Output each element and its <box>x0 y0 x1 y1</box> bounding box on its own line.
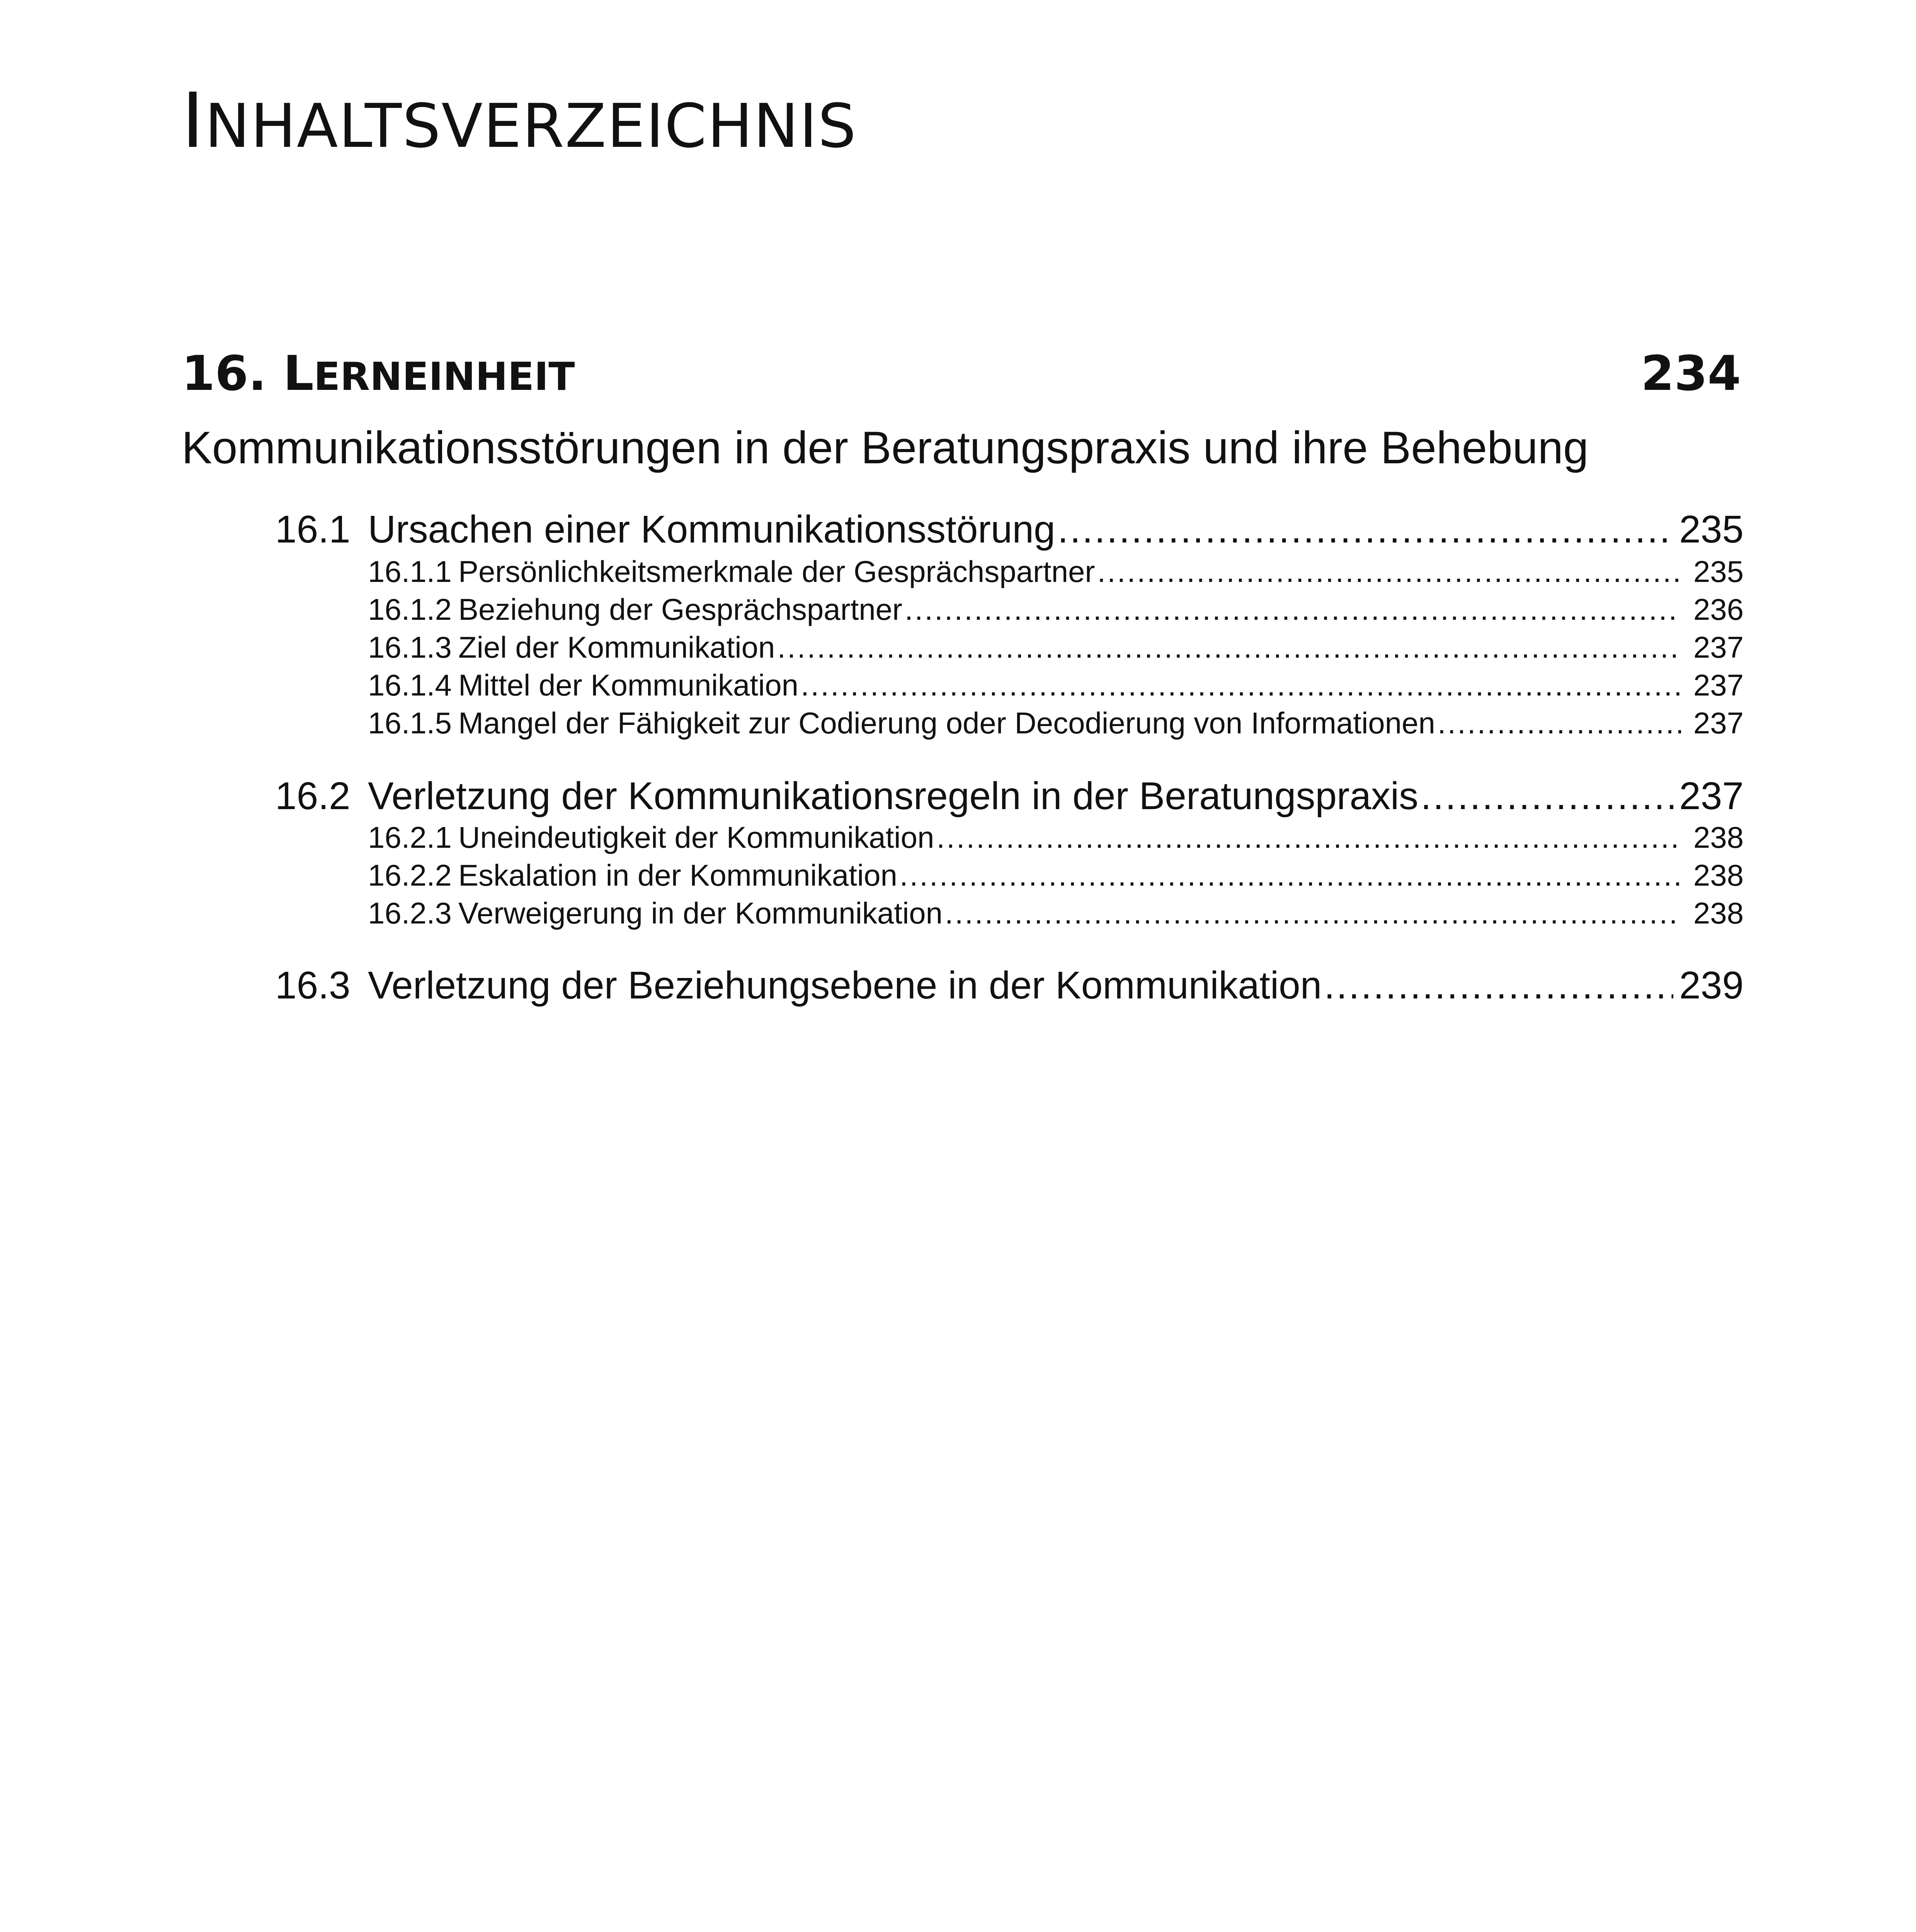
toc-label: Mangel der Fähigkeit zur Codierung oder Decodierung von Informationen <box>458 706 1435 740</box>
toc-entry-16-3[interactable] <box>275 966 1744 1005</box>
toc-entry-16-1-3[interactable] <box>368 632 1744 662</box>
toc-label: Ziel der Kommunikation <box>458 630 775 664</box>
toc-number: 16.2.1 <box>368 820 452 854</box>
toc-label: Verletzung der Beziehungsebene in der Kommunikation <box>368 964 1322 1007</box>
toc-page: 238 <box>1693 820 1744 854</box>
toc-label: Beziehung der Gesprächspartner <box>458 592 903 626</box>
toc-label: Mittel der Kommunikation <box>458 668 799 702</box>
toc-entry-16-1-4[interactable] <box>368 670 1744 700</box>
toc-number: 16.2 <box>275 774 351 818</box>
dot-leader <box>801 670 1681 700</box>
toc-page: 236 <box>1693 592 1744 626</box>
toc-entry-16-1-5[interactable] <box>368 708 1744 738</box>
dot-leader <box>1058 510 1673 549</box>
page-title <box>182 77 857 165</box>
toc-number: 16.1 <box>275 508 351 551</box>
toc-number: 16.1.4 <box>368 668 452 702</box>
chapter-heading[interactable] <box>182 346 1741 401</box>
toc-entry-16-1[interactable] <box>275 510 1744 549</box>
toc-number: 16.1.3 <box>368 630 452 664</box>
page-title-rest: NHALTSVERZEICHNIS <box>204 91 857 161</box>
chapter-page: 234 <box>1641 346 1741 401</box>
toc-page: 238 <box>1693 896 1744 930</box>
toc-number: 16.2.3 <box>368 896 452 930</box>
dot-leader <box>936 822 1681 852</box>
dot-leader <box>1097 556 1681 587</box>
chapter-title <box>182 346 575 401</box>
toc-page: 237 <box>1693 630 1744 664</box>
toc-number: 16.1.1 <box>368 554 452 588</box>
toc-page: 239 <box>1679 964 1744 1007</box>
dot-leader <box>1438 708 1681 738</box>
chapter-subtitle: Kommunikationsstörungen in der Beratungspraxis und ihre Behebung <box>182 422 1589 473</box>
toc-entry-16-2[interactable] <box>275 774 1744 818</box>
toc-number: 16.2.2 <box>368 858 452 892</box>
chapter-title-initial: L <box>283 346 314 401</box>
chapter-number: 16. <box>182 346 283 401</box>
toc-number: 16.1.2 <box>368 592 452 626</box>
toc-label: Verweigerung in der Kommunikation <box>458 896 943 930</box>
toc-label: Ursachen einer Kommunikationsstörung <box>368 508 1055 551</box>
toc-page: 237 <box>1679 774 1744 818</box>
toc-label: Verletzung der Kommunikationsregeln in der Beratungspraxis <box>368 774 1419 818</box>
dot-leader <box>905 594 1681 624</box>
toc-page: 238 <box>1693 858 1744 892</box>
toc-number: 16.1.5 <box>368 706 452 740</box>
dot-leader <box>945 898 1681 928</box>
toc-page: 235 <box>1693 554 1744 588</box>
toc-page: 237 <box>1693 706 1744 740</box>
toc-label: Uneindeutigkeit der Kommunikation <box>458 820 934 854</box>
chapter-title-rest: ERNEINHEIT <box>313 354 575 399</box>
toc-number: 16.3 <box>275 964 351 1007</box>
toc-page: 237 <box>1693 668 1744 702</box>
toc-entry-16-1-1[interactable] <box>368 556 1744 587</box>
dot-leader <box>1421 777 1673 815</box>
dot-leader <box>900 860 1681 890</box>
toc-entry-16-2-1[interactable] <box>368 822 1744 852</box>
toc-entry-16-2-3[interactable] <box>368 898 1744 928</box>
toc-page: 235 <box>1679 508 1744 551</box>
toc-label: Persönlichkeitsmerkmale der Gesprächspartner <box>458 554 1095 588</box>
dot-leader <box>777 632 1681 662</box>
toc-label: Eskalation in der Kommunikation <box>458 858 897 892</box>
page-title-initial: I <box>182 77 205 165</box>
toc-entry-16-2-2[interactable] <box>368 860 1744 890</box>
dot-leader <box>1324 966 1673 1005</box>
toc-entry-16-1-2[interactable] <box>368 594 1744 624</box>
